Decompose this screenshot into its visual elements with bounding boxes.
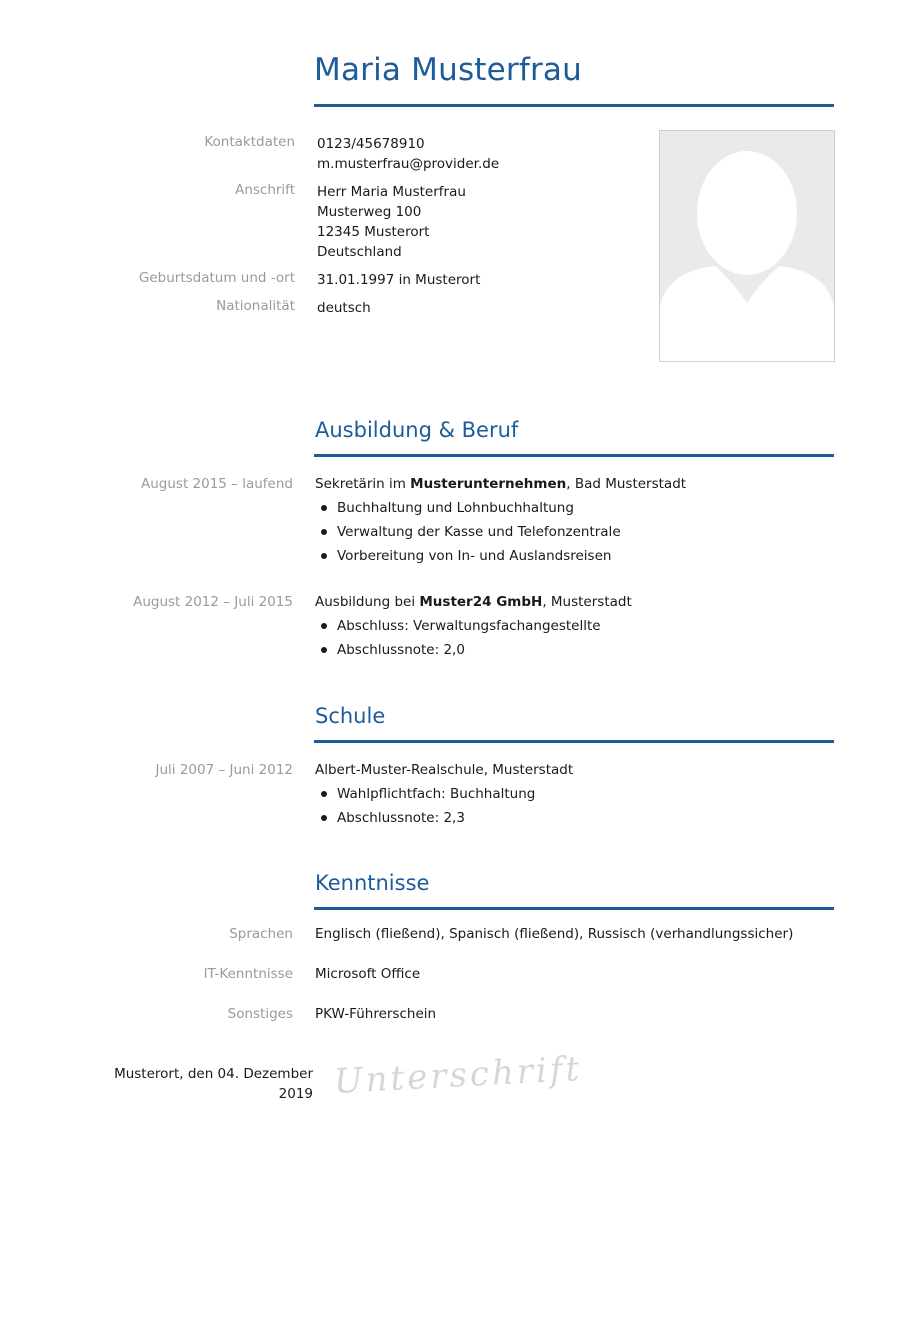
label-birth: Geburtsdatum und -ort: [138, 270, 295, 286]
school-entry: [315, 758, 573, 830]
skill-label: IT-Kenntnisse: [203, 966, 293, 982]
list-item: Verwaltung der Kasse und Telefonzentrale: [315, 520, 686, 544]
list-item: Buchhaltung und Lohnbuchhaltung: [315, 496, 686, 520]
place-date: Musterort, den 04. Dezember 2019: [114, 1066, 313, 1102]
list-item: Abschlussnote: 2,0: [315, 638, 632, 662]
skill-label: Sonstiges: [227, 1006, 293, 1022]
entry-title: Ausbildung bei Muster24 GmbH, Musterstadt: [315, 594, 632, 610]
address-value: [317, 182, 466, 262]
nationality-value: [317, 298, 371, 318]
entry-date: August 2015 – laufend: [141, 476, 293, 492]
skill-value: Microsoft Office: [315, 966, 421, 982]
list-item: Abschlussnote: 2,3: [315, 806, 573, 830]
entry-title: Sekretärin im Musterunternehmen, Bad Musterstadt: [315, 476, 687, 492]
address-line: Herr Maria Musterfrau: [317, 184, 466, 200]
skill-label: Sprachen: [229, 926, 293, 942]
career-entry: [315, 590, 632, 662]
section-underline: [314, 454, 834, 457]
person-placeholder-icon: [660, 131, 834, 361]
entry-date: Juli 2007 – Juni 2012: [155, 762, 293, 778]
birth-line: 31.01.1997 in Musterort: [317, 272, 481, 288]
section-heading-career: Ausbildung & Beruf: [315, 418, 519, 442]
list-item: Wahlpflichtfach: Buchhaltung: [315, 782, 573, 806]
signature: Unterschrift: [332, 1049, 584, 1102]
list-item: Vorbereitung von In- und Auslandsreisen: [315, 544, 686, 568]
skill-value: PKW-Führerschein: [315, 1006, 437, 1022]
title-underline: [314, 104, 834, 107]
phone-number: 0123/45678910: [317, 136, 425, 152]
address-line: 12345 Musterort: [317, 224, 430, 240]
section-heading-school: Schule: [315, 704, 386, 728]
page-title: Maria Musterfrau: [314, 52, 582, 88]
section-underline: [314, 740, 834, 743]
email-address: m.musterfrau@provider.de: [317, 156, 500, 172]
contact-value: [317, 134, 499, 174]
section-underline: [314, 907, 834, 910]
address-line: Musterweg 100: [317, 204, 422, 220]
label-address: Anschrift: [235, 182, 295, 198]
skill-value: Englisch (fließend), Spanisch (fließend), Russisch (verhandlungssicher): [315, 926, 794, 942]
birth-value: [317, 270, 480, 290]
label-nationality: Nationalität: [216, 298, 295, 314]
nationality-line: deutsch: [317, 300, 371, 316]
address-line: Deutschland: [317, 244, 402, 260]
section-heading-skills: Kenntnisse: [315, 871, 430, 895]
career-entry: [315, 472, 686, 568]
list-item: Abschluss: Verwaltungsfachangestellte: [315, 614, 632, 638]
label-contact: Kontaktdaten: [204, 134, 295, 150]
entry-date: August 2012 – Juli 2015: [133, 594, 293, 610]
entry-title: Albert-Muster-Realschule, Musterstadt: [315, 762, 574, 778]
profile-photo: [659, 130, 835, 362]
